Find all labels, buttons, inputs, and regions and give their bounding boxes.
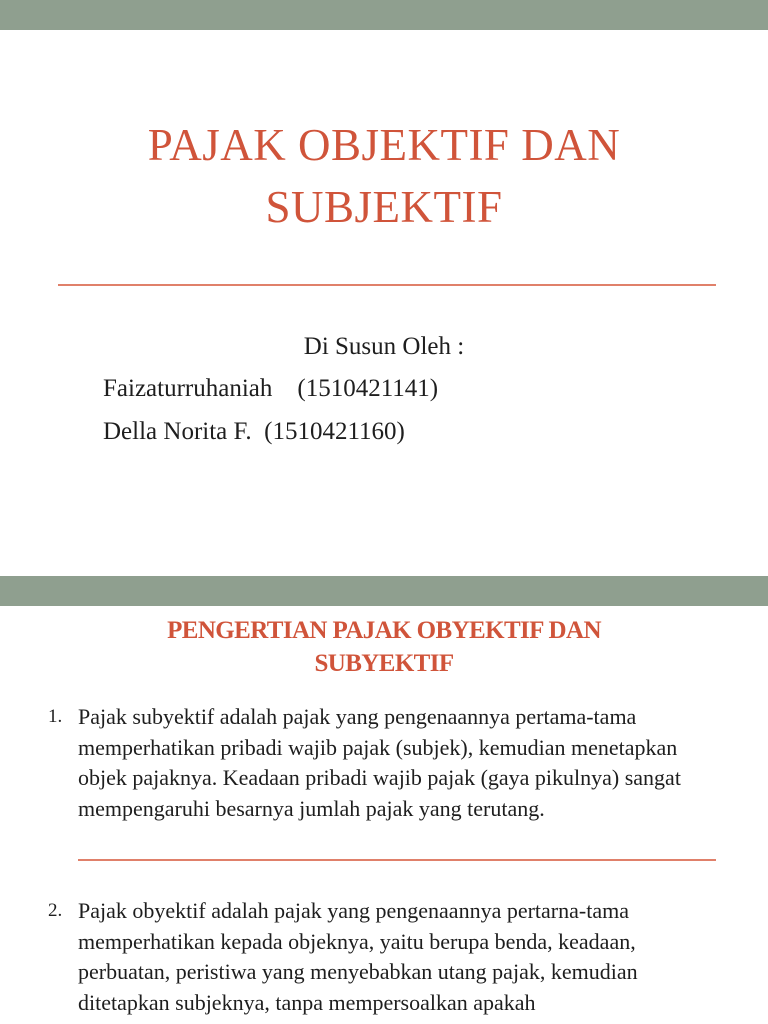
slide-heading bbox=[0, 614, 768, 680]
content-slide bbox=[0, 606, 768, 1024]
heading-line-1: PENGERTIAN PAJAK OBYEKTIF DAN bbox=[167, 617, 601, 644]
list-text: Pajak subyektif adalah pajak yang pengenaannya pertama-tama memperhatikan pribadi wajib pajak (subjek), kemudian menetapkan objek pajaknya. Keadaan pribadi wajib pajak (gaya pikulnya) sangat mempengaruhi besarnya jumlah pajak yang terutang. bbox=[78, 704, 681, 821]
slide-top-bar bbox=[0, 0, 768, 30]
list-number: 2. bbox=[48, 900, 63, 921]
heading-line-2: SUBYEKTIF bbox=[314, 650, 454, 677]
item-divider bbox=[78, 859, 716, 861]
title-slide bbox=[0, 30, 768, 576]
list-item bbox=[48, 896, 748, 1018]
title-line-2: SUBJEKTIF bbox=[265, 182, 503, 232]
title-divider bbox=[58, 284, 716, 286]
slide-title bbox=[0, 114, 768, 238]
slide-top-bar bbox=[0, 576, 768, 606]
byline: Di Susun Oleh : bbox=[303, 333, 465, 360]
author-line: Faizaturruhaniah (1510421141) bbox=[103, 375, 439, 402]
list-text: Pajak obyektif adalah pajak yang pengenaannya pertarna-tama memperhatikan kepada objeknya, yaitu berupa benda, keadaan, perbuatan, peristiwa yang menyebabkan utang pajak, kemudian ditetapkan subjeknya, tanpa mempersoalkan apakah bbox=[78, 898, 638, 1015]
author-line: Della Norita F. (1510421160) bbox=[103, 418, 405, 445]
list-number: 1. bbox=[48, 706, 63, 727]
title-line-1: PAJAK OBJEKTIF DAN bbox=[147, 120, 621, 170]
list-item bbox=[48, 702, 748, 824]
